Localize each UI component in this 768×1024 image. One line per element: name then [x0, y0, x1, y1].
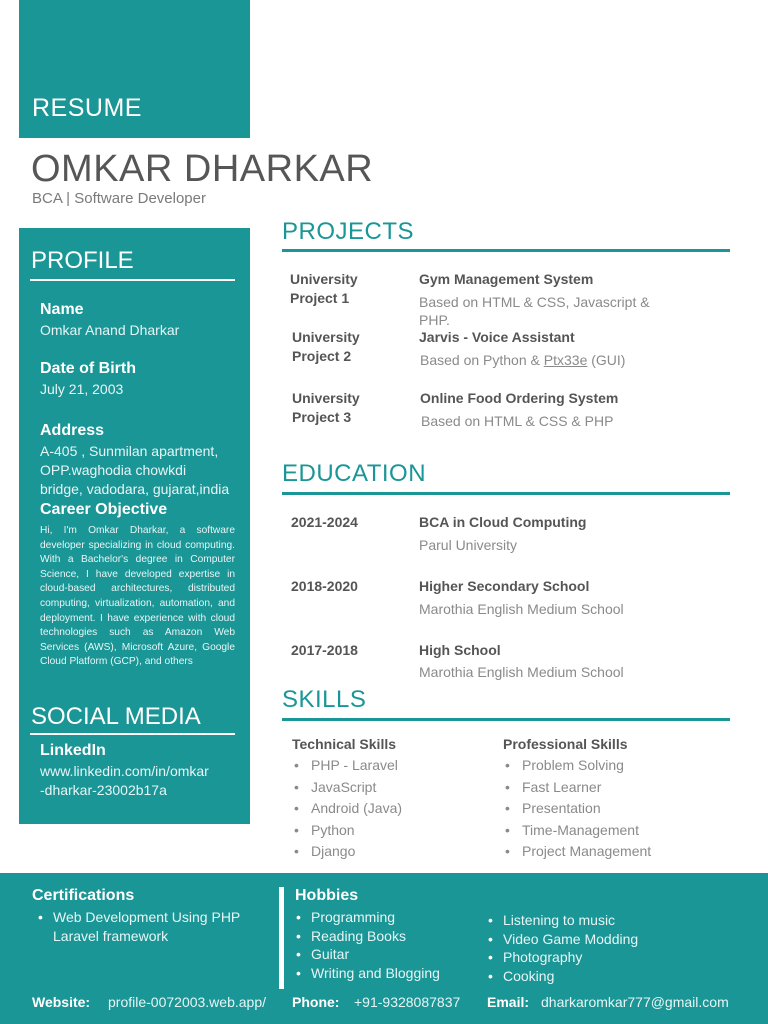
- project-3-description: Based on HTML & CSS & PHP: [421, 413, 614, 429]
- education-heading: EDUCATION: [282, 460, 427, 487]
- linkedin-label: LinkedIn: [40, 742, 106, 759]
- skills-divider: [282, 718, 730, 721]
- project-label-line: Project 2: [292, 348, 352, 364]
- project-3-title: Online Food Ordering System: [420, 390, 619, 406]
- education-place: Marothia English Medium School: [419, 601, 624, 617]
- profile-sidebar: [19, 228, 250, 824]
- name-label: Name: [40, 301, 84, 318]
- certification-item: [34, 908, 240, 945]
- skill-item: • PHP - Laravel: [292, 755, 402, 777]
- hobby-item: • Guitar: [292, 945, 440, 964]
- phone-label: Phone:: [292, 994, 340, 1010]
- career-objective-label: Career Objective: [40, 501, 168, 518]
- address-line: OPP.waghodia chowkdi: [40, 462, 187, 478]
- education-years: 2017-2018: [291, 642, 358, 658]
- hobby-item: • Listening to music: [484, 911, 638, 930]
- education-title: Higher Secondary School: [419, 578, 590, 594]
- professional-skills-title: Professional Skills: [503, 736, 628, 752]
- skill-item: • JavaScript: [292, 777, 402, 799]
- skill-item: • Problem Solving: [503, 755, 651, 777]
- certifications-heading: Certifications: [32, 887, 135, 904]
- skill-item: • Presentation: [503, 798, 651, 820]
- profile-divider: [30, 279, 235, 281]
- technical-skills-title: Technical Skills: [292, 736, 397, 752]
- social-media-heading: SOCIAL MEDIA: [31, 703, 201, 730]
- project-label-line: Project 3: [292, 409, 352, 425]
- hobby-item: • Writing and Blogging: [292, 964, 440, 983]
- email-link[interactable]: dharkaromkar777@gmail.com: [541, 994, 729, 1010]
- project-2-title: Jarvis - Voice Assistant: [419, 329, 575, 345]
- address-line: A-405 , Sunmilan apartment,: [40, 443, 219, 459]
- skill-item: • Python: [292, 820, 402, 842]
- hobby-item: • Cooking: [484, 967, 638, 986]
- linkedin-url-line[interactable]: www.linkedin.com/in/omkar: [40, 763, 209, 779]
- hobby-item: • Reading Books: [292, 927, 440, 946]
- hobbies-heading: Hobbies: [295, 887, 359, 904]
- hobby-item: • Programming: [292, 908, 440, 927]
- phone-link[interactable]: +91-9328087837: [354, 994, 461, 1010]
- address-label: Address: [40, 422, 105, 439]
- profile-heading: PROFILE: [31, 247, 134, 274]
- project-description-line: PHP.: [419, 312, 450, 328]
- skills-heading: SKILLS: [282, 686, 367, 713]
- website-link[interactable]: profile-0072003.web.app/: [108, 994, 267, 1010]
- dob-value: July 21, 2003: [40, 381, 124, 397]
- education-place: Parul University: [419, 537, 518, 553]
- project-2-description: [420, 351, 625, 369]
- education-title: High School: [419, 642, 501, 658]
- social-media-divider: [30, 733, 235, 735]
- address-value: [40, 442, 229, 499]
- projects-divider: [282, 249, 730, 252]
- technical-skills-list: [292, 755, 402, 863]
- certifications-list: [34, 908, 240, 945]
- education-divider: [282, 492, 730, 495]
- project-1-title: Gym Management System: [419, 271, 594, 287]
- project-label-line: University: [292, 329, 360, 345]
- hobbies-list-left: [292, 908, 440, 982]
- project-2-label: [292, 328, 360, 366]
- skill-item: • Time-Management: [503, 820, 651, 842]
- skill-item: • Android (Java): [292, 798, 402, 820]
- hobby-item: • Video Game Modding: [484, 930, 638, 949]
- address-line: bridge, vadodara, gujarat,india: [40, 481, 230, 497]
- project-1-label: [290, 270, 358, 308]
- resume-label: RESUME: [32, 94, 142, 122]
- hobbies-list-right: [484, 911, 638, 985]
- ptx33e-link[interactable]: Ptx33e: [543, 352, 588, 368]
- projects-heading: PROJECTS: [282, 218, 415, 245]
- education-title: BCA in Cloud Computing: [419, 514, 587, 530]
- email-label: Email:: [487, 994, 530, 1010]
- linkedin-url[interactable]: [40, 762, 209, 800]
- project-label-line: University: [292, 390, 360, 406]
- certification-line: Laravel framework: [53, 927, 169, 944]
- candidate-name: OMKAR DHARKAR: [31, 148, 374, 190]
- project-description-text: Based on Python &: [420, 352, 544, 368]
- education-years: 2021-2024: [291, 514, 358, 530]
- project-description-line: Based on HTML & CSS, Javascript &: [419, 294, 650, 310]
- project-label-line: Project 1: [290, 290, 350, 306]
- skill-item: • Fast Learner: [503, 777, 651, 799]
- dob-label: Date of Birth: [40, 360, 136, 377]
- project-1-description: [419, 293, 650, 329]
- project-label-line: University: [290, 271, 358, 287]
- education-years: 2018-2020: [291, 578, 358, 594]
- footer-band: [0, 873, 768, 1024]
- name-value: Omkar Anand Dharkar: [40, 322, 180, 338]
- website-label: Website:: [32, 994, 91, 1010]
- candidate-tagline: BCA | Software Developer: [32, 190, 206, 207]
- skill-item: • Django: [292, 841, 402, 863]
- project-3-label: [292, 389, 360, 427]
- project-description-text: (GUI): [587, 352, 626, 368]
- career-objective-text: Hi, I'm Omkar Dharkar, a software developer specializing in cloud computing. With a Bachelor's degree in Computer Science, I have developed expertise in cloud-based architectures, distributed computing, virtualization, automation, and deployment. I have experience with cloud technologies such as Amazon Web Services (AWS), Microsoft Azure, Google Cloud Platform (GCP), and others: [40, 525, 235, 668]
- linkedin-url-line[interactable]: -dharkar-23002b17a: [40, 782, 167, 798]
- skill-item: • Project Management: [503, 841, 651, 863]
- hobby-item: • Photography: [484, 948, 638, 967]
- education-place: Marothia English Medium School: [419, 664, 624, 680]
- professional-skills-list: [503, 755, 651, 863]
- certification-line: • Web Development Using PHP: [53, 909, 241, 925]
- footer-divider: [279, 887, 284, 989]
